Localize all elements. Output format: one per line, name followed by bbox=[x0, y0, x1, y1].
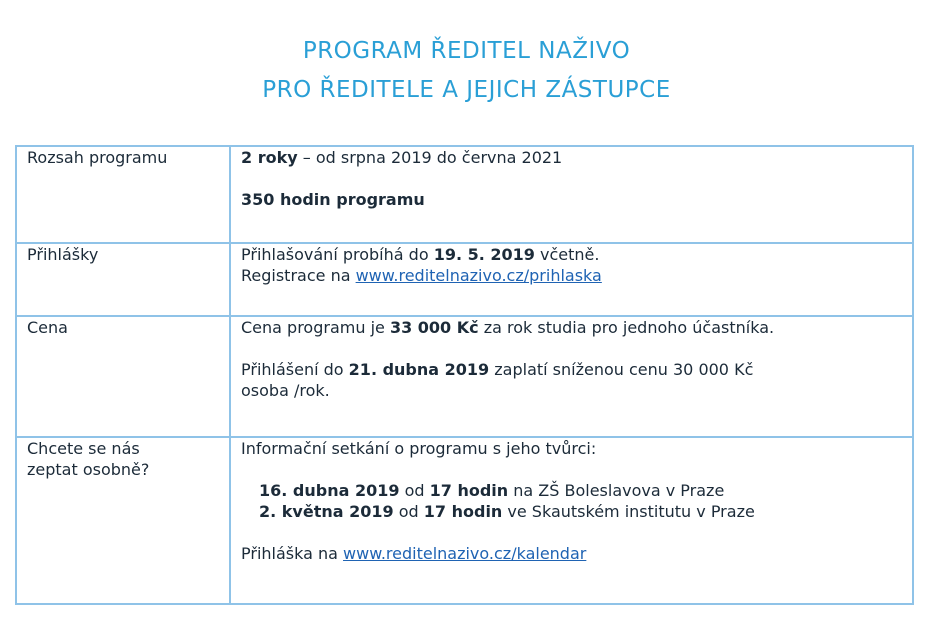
meeting-intro: Informační setkání o programu s jeho tvůrci: bbox=[241, 439, 597, 458]
discount-text: Přihlášení do bbox=[241, 360, 349, 379]
table-row-chcete bbox=[16, 437, 913, 604]
chcete-content bbox=[230, 437, 913, 604]
meeting-item-1 bbox=[241, 480, 902, 501]
page-title-line1: PROGRAM ŘEDITEL NAŽIVO bbox=[302, 38, 631, 64]
discount-date: 21. dubna 2019 bbox=[348, 360, 490, 379]
meeting-2-date: 2. května 2019 bbox=[259, 502, 394, 521]
prihlasky-deadline: 19. 5. 2019 bbox=[433, 245, 535, 264]
cena-text-end: za rok studia pro jednoho účastníka. bbox=[478, 318, 775, 337]
meeting-1-time: 17 hodin bbox=[429, 481, 509, 500]
registration-link[interactable]: www.reditelnazivo.cz/prihlaska bbox=[355, 266, 602, 285]
rozsah-hours: 350 hodin programu bbox=[241, 190, 425, 209]
meeting-1-date: 16. dubna 2019 bbox=[259, 481, 400, 500]
chcete-label-line1: Chcete se nás bbox=[27, 439, 140, 458]
cena-content bbox=[230, 316, 913, 437]
table-row-cena bbox=[16, 316, 913, 437]
rozsah-content bbox=[230, 146, 913, 243]
cena-price: 33 000 Kč bbox=[389, 318, 479, 337]
signup-text: Přihláška na bbox=[241, 544, 344, 563]
discount-text-end: zaplatí sníženou cenu 30 000 Kč bbox=[489, 360, 754, 379]
rozsah-label: Rozsah programu bbox=[16, 146, 230, 243]
rozsah-duration: 2 roky bbox=[241, 148, 298, 167]
table-row-prihlasky bbox=[16, 243, 913, 316]
prihlasky-text: Přihlašování probíhá do bbox=[241, 245, 434, 264]
prihlasky-content bbox=[230, 243, 913, 316]
table-row-rozsah bbox=[16, 146, 913, 243]
meeting-item-2 bbox=[241, 501, 902, 522]
meeting-2-place: ve Skautském institutu v Praze bbox=[502, 502, 755, 521]
calendar-link[interactable]: www.reditelnazivo.cz/kalendar bbox=[343, 544, 587, 563]
prihlasky-text-end: včetně. bbox=[534, 245, 600, 264]
program-info-table bbox=[15, 145, 914, 605]
cena-label: Cena bbox=[16, 316, 230, 437]
meeting-1-from: od bbox=[399, 481, 430, 500]
prihlasky-label: Přihlášky bbox=[16, 243, 230, 316]
meeting-2-time: 17 hodin bbox=[423, 502, 503, 521]
meeting-2-from: od bbox=[393, 502, 424, 521]
meeting-1-place: na ZŠ Boleslavova v Praze bbox=[508, 481, 725, 500]
cena-text: Cena programu je bbox=[241, 318, 390, 337]
discount-unit: osoba /rok. bbox=[241, 381, 330, 400]
chcete-label-line2: zeptat osobně? bbox=[27, 460, 150, 479]
registration-text: Registrace na bbox=[241, 266, 356, 285]
chcete-label bbox=[16, 437, 230, 604]
page-title-line2: PRO ŘEDITELE A JEJICH ZÁSTUPCE bbox=[262, 77, 671, 103]
rozsah-duration-rest: – od srpna 2019 do června 2021 bbox=[297, 148, 563, 167]
